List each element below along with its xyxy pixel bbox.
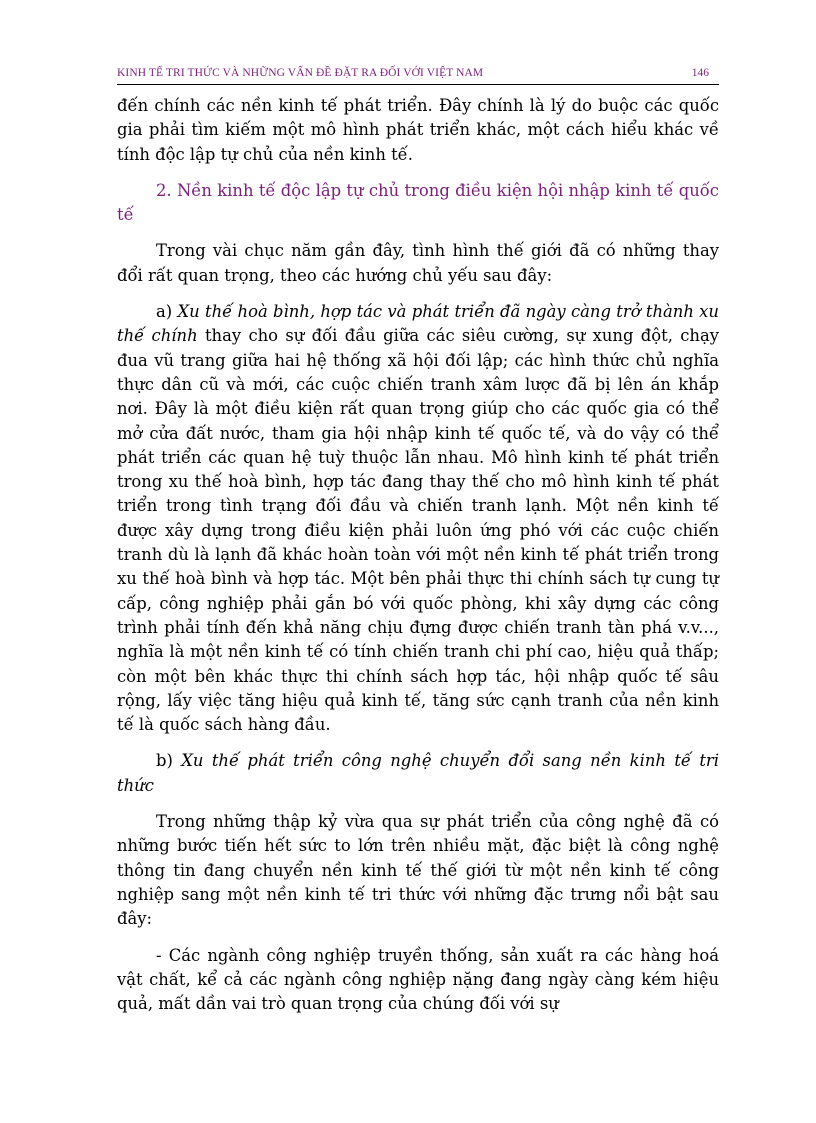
paragraph-trend-b [117,749,719,798]
trend-b-prefix: b) [156,751,182,771]
trend-a-body: thay cho sự đối đầu giữa các siêu cường, sự xung đột, chạy đua vũ trang giữa hai hệ thống xã hội đối lập; các hình thức chủ nghĩa thực dân cũ và mới, các cuộc chiến tranh xâm lược đã bị lên án khắp nơi. Đây là một điều kiện rất quan trọng giúp cho các quốc gia có thể mở cửa đất nước, tham gia hội nhập kinh tế quốc tế, và do vậy có thể phát triển các quan hệ tuỳ thuộc lẫn nhau. Mô hình kinh tế phát triển trong xu thế hoà bình, hợp tác đang thay thế cho mô hình kinh tế phát triển trong tình trạng đối đầu và chiến tranh lạnh. Một nền kinh tế được xây dựng trong điều kiện phải luôn ứng phó với các cuộc chiến tranh dù là lạnh đã khác hoàn toàn với một nền kinh tế phát triển trong xu thế hoà bình và hợp tác. Một bên phải thực thi chính sách tự cung tự cấp, công nghiệp phải gắn bó với quốc phòng, khi xây dựng các công trình phải tính đến khả năng chịu đựng được chiến tranh tàn phá v.v..., nghĩa là một nền kinh tế có tính chiến tranh chi phí cao, hiệu quả thấp; còn một bên khác thực thi chính sách hợp tác, hội nhập quốc tế sâu rộng, lấy việc tăng hiệu quả kinh tế, tăng sức cạnh tranh của nền kinh tế là quốc sách hàng đầu. [117,326,720,735]
paragraph-trend-a [117,300,719,737]
paragraph-intro: Trong vài chục năm gần đây, tình hình thế giới đã có những thay đổi rất quan trọng, theo các hướng chủ yếu sau đây: [117,241,719,285]
trend-a-prefix: a) [156,302,178,322]
page-number: 146 [691,67,709,79]
header-title: KINH TẾ TRI THỨC VÀ NHỮNG VẤN ĐỀ ĐẶT RA ĐỐI VỚI VIỆT NAM [117,67,484,79]
section-heading: 2. Nền kinh tế độc lập tự chủ trong điều kiện hội nhập kinh tế quốc tế [117,180,719,225]
paragraph-continuation: đến chính các nền kinh tế phát triển. Đây chính là lý do buộc các quốc gia phải tìm kiếm một mô hình phát triển khác, một cách hiểu khác về tính độc lập tự chủ của nền kinh tế. [117,96,719,164]
paragraph-technology: Trong những thập kỷ vừa qua sự phát triển của công nghệ đã có những bước tiến hết sức to lớn trên nhiều mặt, đặc biệt là công nghệ thông tin đang chuyển nền kinh tế thế giới từ một nền kinh tế công nghiệp sang một nền kinh tế tri thức với những đặc trưng nổi bật sau đây: [117,812,719,929]
page-body [117,94,719,1028]
paragraph-bullet-industry: - Các ngành công nghiệp truyền thống, sản xuất ra các hàng hoá vật chất, kể cả các ngành công nghiệp nặng đang ngày càng kém hiệu quả, mất dần vai trò quan trọng của chúng đối với sự [117,945,719,1014]
running-header [117,64,719,85]
trend-b-italic-title: Xu thế phát triển công nghệ chuyển đổi sang nền kinh tế tri thức [117,751,719,795]
trend-a-italic-title: Xu thế hoà bình, hợp tác và phát triển đã ngày càng trở thành xu thế chính [117,302,719,346]
